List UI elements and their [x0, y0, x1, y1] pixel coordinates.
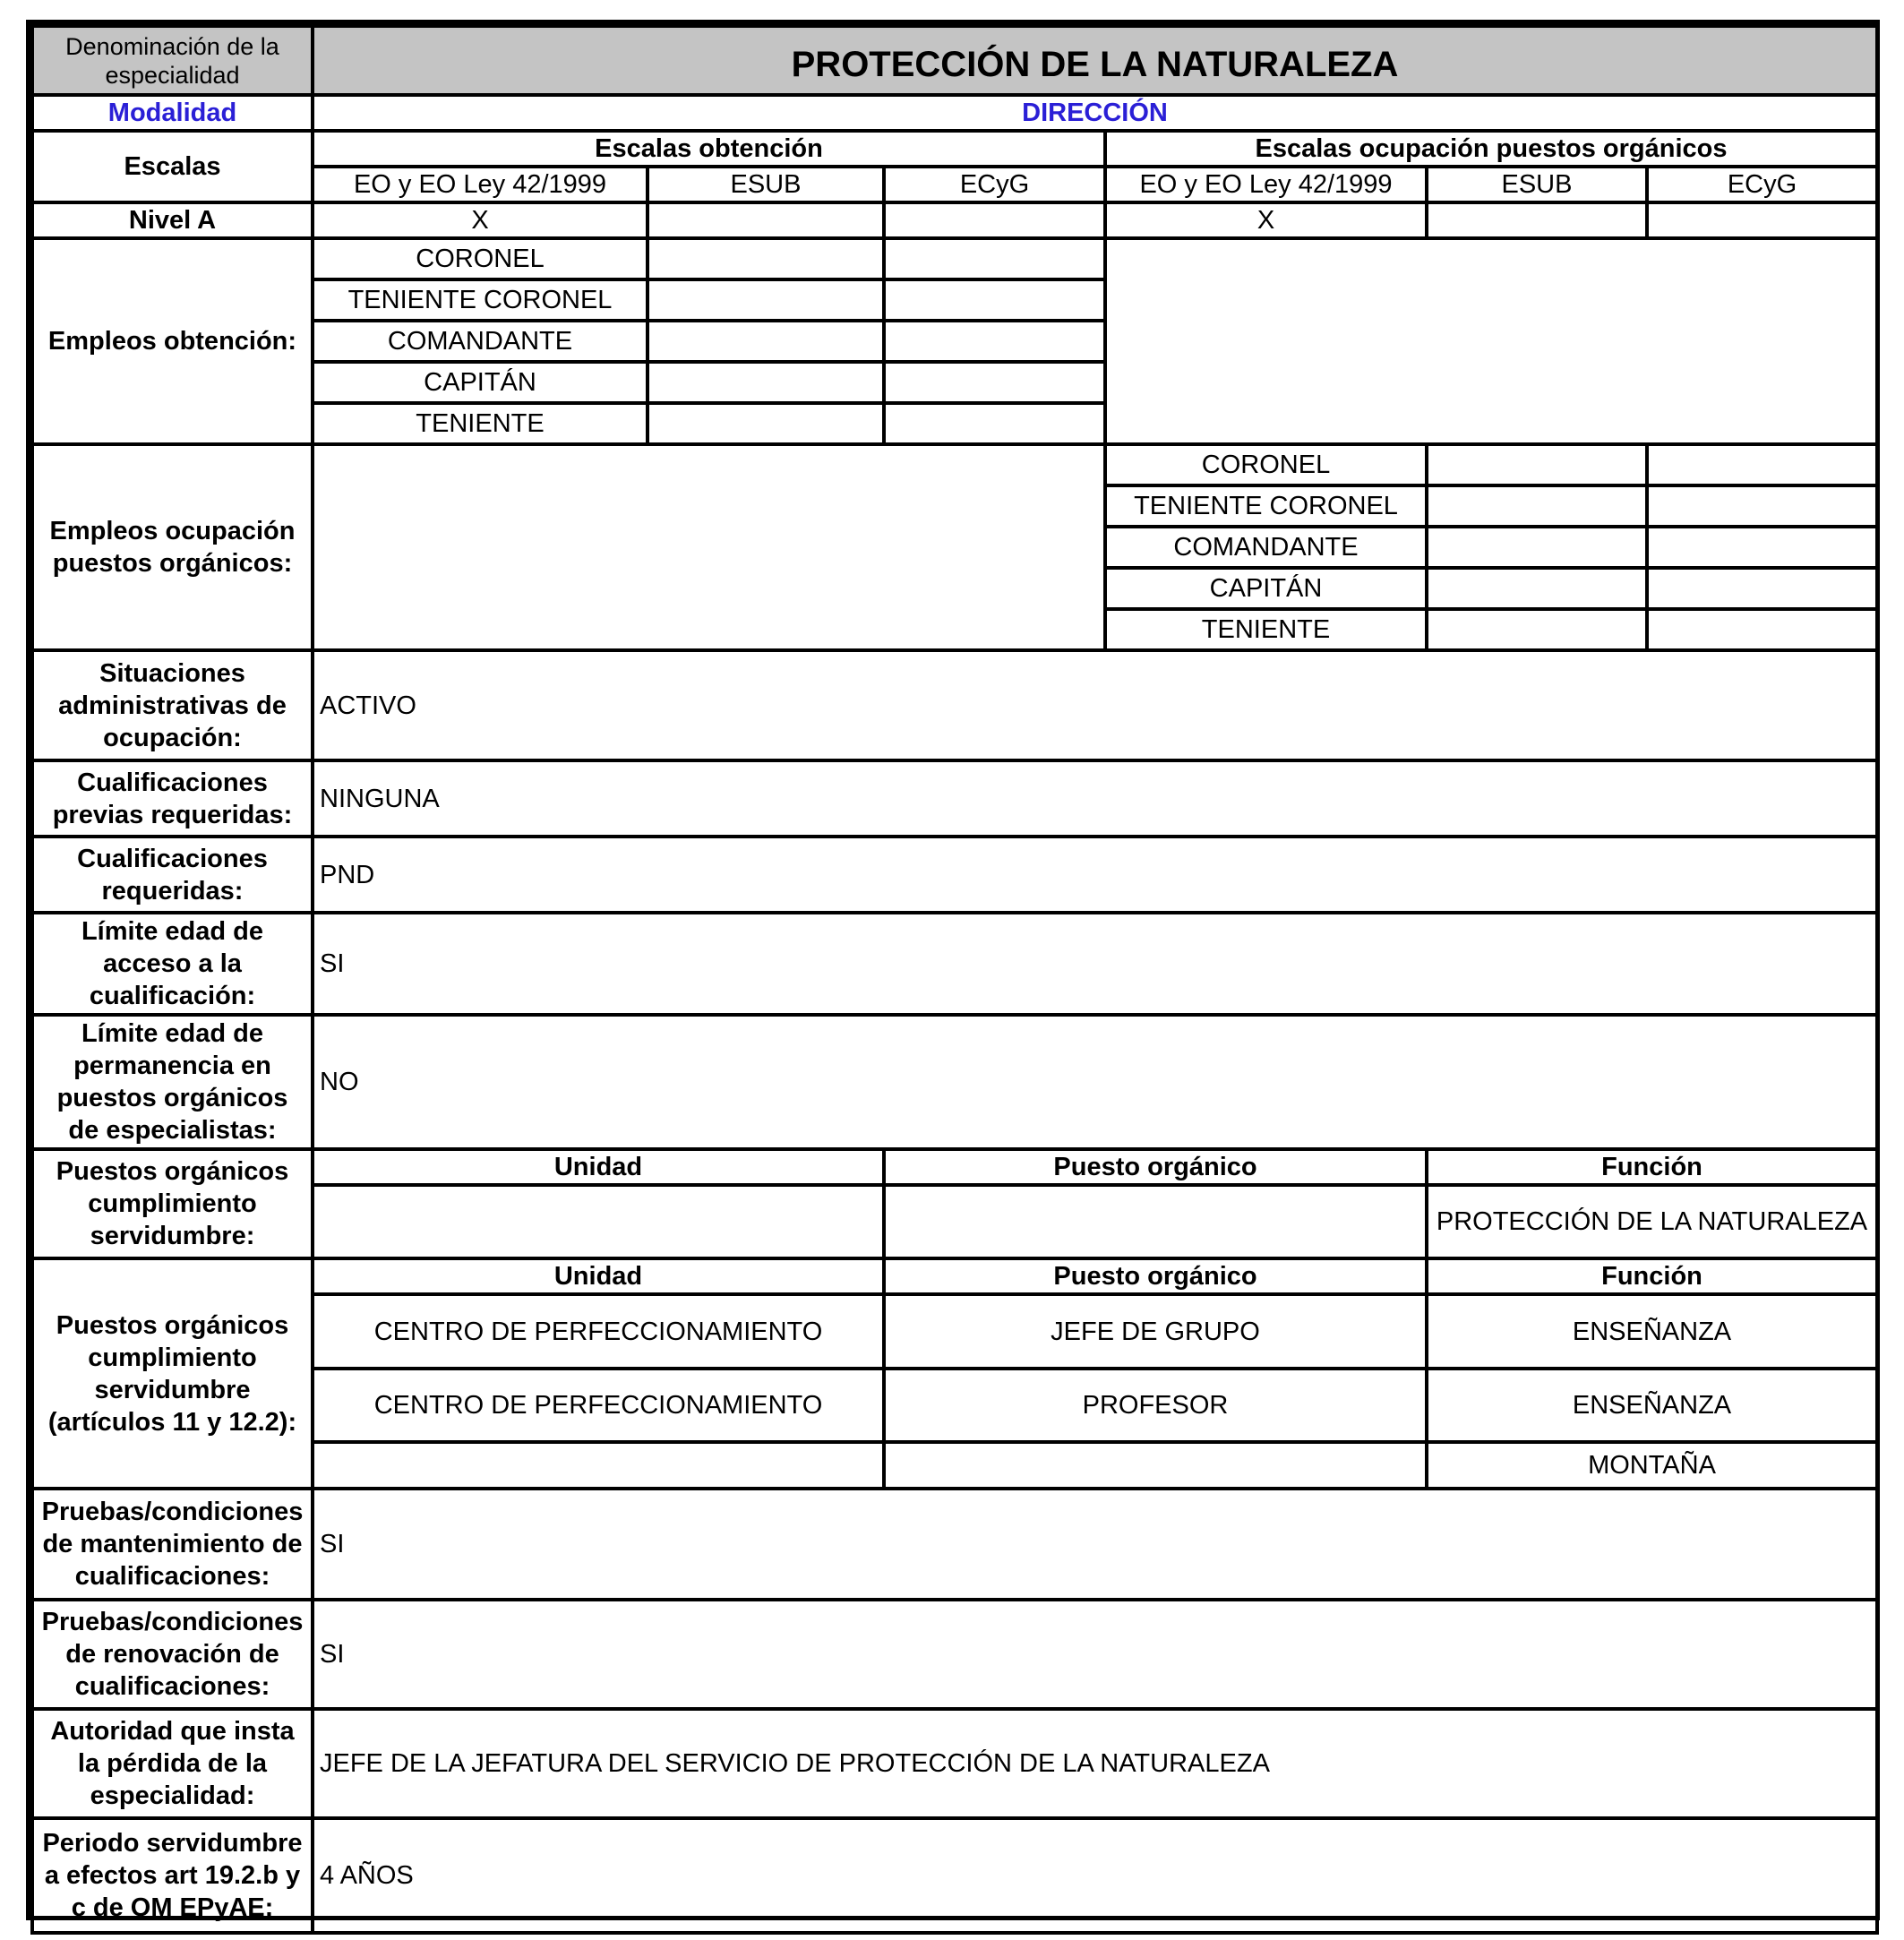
column-header-unidad: Unidad: [313, 1258, 884, 1294]
empty-block: [1105, 238, 1877, 444]
specialty-title: PROTECCIÓN DE LA NATURALEZA: [313, 26, 1877, 95]
column-header-puesto: Puesto orgánico: [884, 1149, 1427, 1185]
escala-column: ECyG: [1647, 167, 1877, 202]
mantenimiento-value: SI: [313, 1489, 1877, 1600]
unidad-cell: [313, 1442, 884, 1489]
specialty-table: [30, 24, 1879, 1935]
puesto-cell: [884, 1442, 1427, 1489]
unidad-cell: [313, 1185, 884, 1258]
funcion-cell: ENSEÑANZA: [1427, 1369, 1877, 1442]
rank-cell: CAPITÁN: [313, 362, 648, 403]
mantenimiento-label: Pruebas/condiciones de mantenimiento de cualificaciones:: [32, 1489, 313, 1600]
rank-cell: TENIENTE: [313, 403, 648, 444]
puesto-cell: [884, 1185, 1427, 1258]
edad-permanencia-label: Límite edad de permanencia en puestos orgánicos de especialistas:: [32, 1015, 313, 1149]
specialty-name-label: Denominación de la especialidad: [32, 26, 313, 95]
empleos-ocupacion-label: Empleos ocupación puestos orgánicos:: [32, 444, 313, 650]
puesto-cell: PROFESOR: [884, 1369, 1427, 1442]
nivel-mark: X: [313, 202, 648, 238]
rank-cell: TENIENTE: [1105, 609, 1427, 650]
renovacion-label: Pruebas/condiciones de renovación de cualificaciones:: [32, 1600, 313, 1709]
empty-block: [313, 444, 1105, 650]
edad-permanencia-value: NO: [313, 1015, 1877, 1149]
column-header-funcion: Función: [1427, 1258, 1877, 1294]
rank-cell: TENIENTE CORONEL: [313, 279, 648, 321]
renovacion-value: SI: [313, 1600, 1877, 1709]
puesto-cell: JEFE DE GRUPO: [884, 1294, 1427, 1369]
rank-cell: COMANDANTE: [1105, 527, 1427, 568]
specialty-sheet: [26, 20, 1880, 1920]
funcion-cell: ENSEÑANZA: [1427, 1294, 1877, 1369]
modalidad-value: DIRECCIÓN: [313, 95, 1877, 131]
nivel-mark: [884, 202, 1105, 238]
unidad-cell: CENTRO DE PERFECCIONAMIENTO: [313, 1369, 884, 1442]
rank-cell: CORONEL: [313, 238, 648, 279]
nivel-mark: [1427, 202, 1647, 238]
modalidad-label: Modalidad: [32, 95, 313, 131]
nivel-label: Nivel A: [32, 202, 313, 238]
nivel-mark: X: [1105, 202, 1427, 238]
escalas-obtencion-header: Escalas obtención: [313, 131, 1105, 167]
cualificaciones-requeridas-value: PND: [313, 837, 1877, 913]
column-header-unidad: Unidad: [313, 1149, 884, 1185]
periodo-label: Periodo servidumbre a efectos art 19.2.b y c de OM EPyAE:: [32, 1818, 313, 1933]
escala-column: ESUB: [648, 167, 884, 202]
rank-cell: TENIENTE CORONEL: [1105, 485, 1427, 527]
puestos-articulos-label: Puestos orgánicos cumplimiento servidumbre (artículos 11 y 12.2):: [32, 1258, 313, 1489]
escala-column: ECyG: [884, 167, 1105, 202]
cualificaciones-previas-label: Cualificaciones previas requeridas:: [32, 760, 313, 837]
cualificaciones-previas-value: NINGUNA: [313, 760, 1877, 837]
rank-cell: COMANDANTE: [313, 321, 648, 362]
escala-column: ESUB: [1427, 167, 1647, 202]
escalas-ocupacion-header: Escalas ocupación puestos orgánicos: [1105, 131, 1877, 167]
unidad-cell: CENTRO DE PERFECCIONAMIENTO: [313, 1294, 884, 1369]
funcion-cell: MONTAÑA: [1427, 1442, 1877, 1489]
nivel-mark: [648, 202, 884, 238]
edad-acceso-value: SI: [313, 913, 1877, 1015]
rank-cell: CORONEL: [1105, 444, 1427, 485]
column-header-funcion: Función: [1427, 1149, 1877, 1185]
edad-acceso-label: Límite edad de acceso a la cualificación:: [32, 913, 313, 1015]
nivel-mark: [1647, 202, 1877, 238]
funcion-cell: PROTECCIÓN DE LA NATURALEZA: [1427, 1185, 1877, 1258]
situaciones-value: ACTIVO: [313, 650, 1877, 760]
cualificaciones-requeridas-label: Cualificaciones requeridas:: [32, 837, 313, 913]
column-header-puesto: Puesto orgánico: [884, 1258, 1427, 1294]
escala-column: EO y EO Ley 42/1999: [1105, 167, 1427, 202]
empleos-obtencion-label: Empleos obtención:: [32, 238, 313, 444]
rank-cell: CAPITÁN: [1105, 568, 1427, 609]
escala-column: EO y EO Ley 42/1999: [313, 167, 648, 202]
escalas-label: Escalas: [32, 131, 313, 202]
autoridad-value: JEFE DE LA JEFATURA DEL SERVICIO DE PROTECCIÓN DE LA NATURALEZA: [313, 1709, 1877, 1818]
periodo-value: 4 AÑOS: [313, 1818, 1877, 1933]
autoridad-label: Autoridad que insta la pérdida de la especialidad:: [32, 1709, 313, 1818]
situaciones-label: Situaciones administrativas de ocupación:: [32, 650, 313, 760]
puestos-servidumbre-label: Puestos orgánicos cumplimiento servidumbre:: [32, 1149, 313, 1258]
